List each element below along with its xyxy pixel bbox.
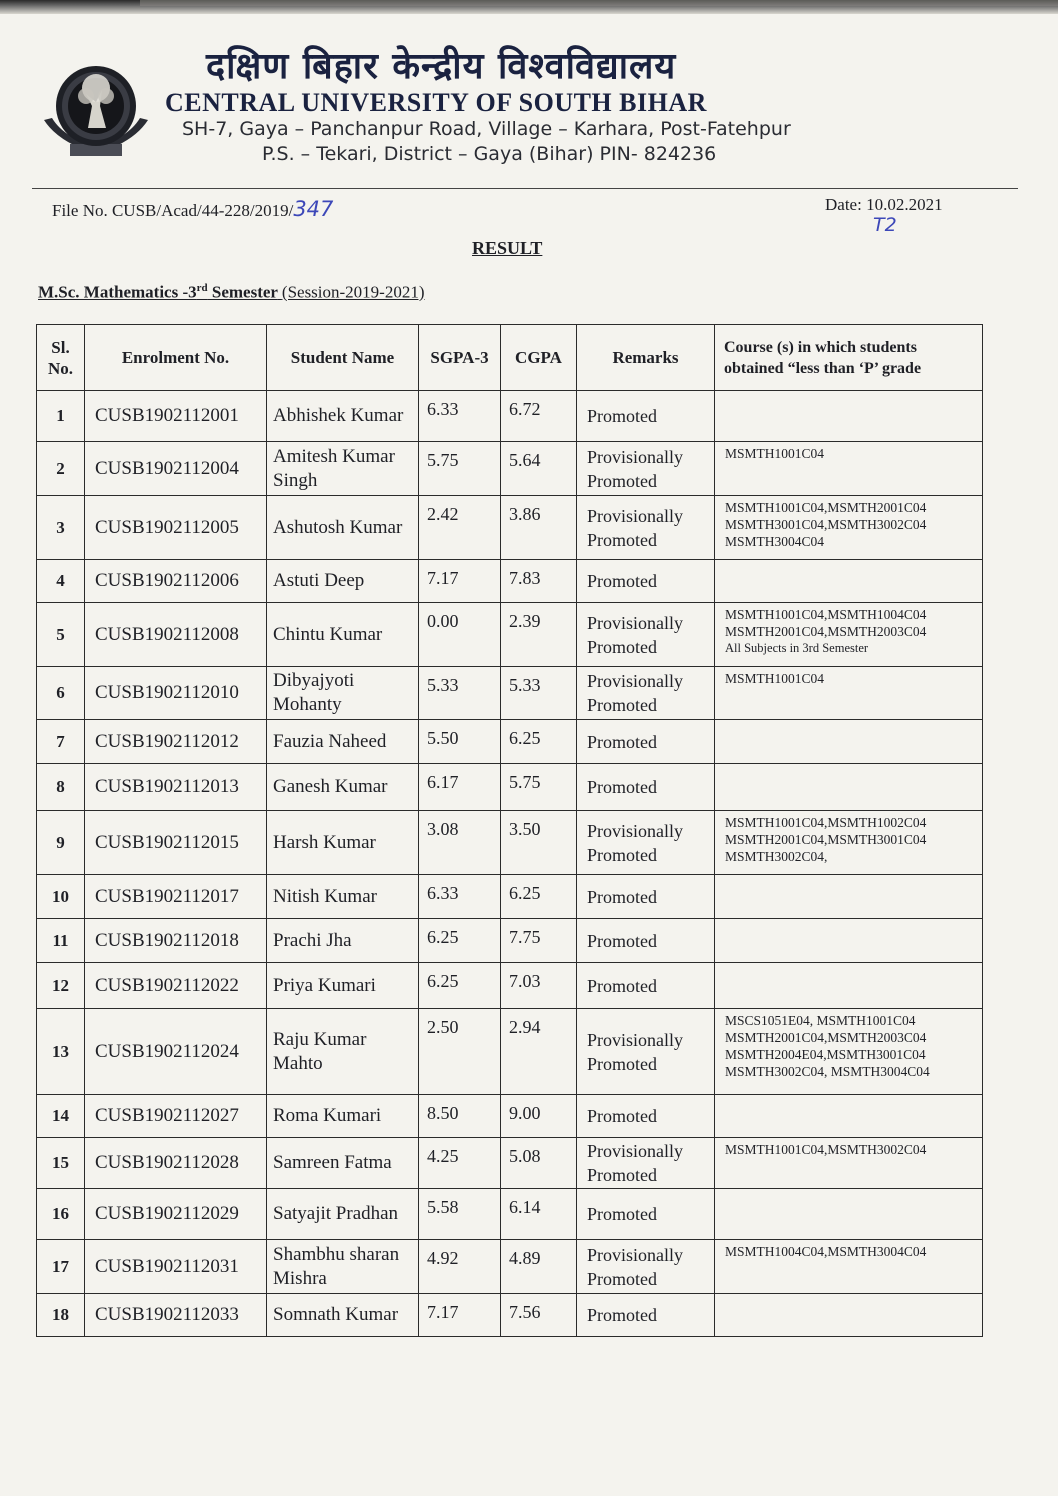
cell-courses [715,811,983,875]
cell-sgpa: 4.25 [419,1138,501,1189]
cell-remarks: Provisionally Promoted [577,811,715,875]
cell-enrolment: CUSB1902112015 [85,811,267,875]
cell-courses [715,603,983,667]
course-code-line: MSMTH3002C04, [725,849,828,864]
cell-sl-no: 6 [37,667,85,720]
cell-sgpa: 4.92 [419,1240,501,1294]
header-courses: Course (s) in which students obtained “less than ‘P’ grade [715,325,983,391]
cell-courses [715,667,983,720]
cell-enrolment: CUSB1902112028 [85,1138,267,1189]
cell-sgpa: 6.33 [419,875,501,919]
course-code-line: MSMTH1001C04,MSMTH3002C04 [725,1142,927,1157]
cell-sl-no: 17 [37,1240,85,1294]
cell-cgpa: 2.94 [501,1009,577,1095]
file-number [52,197,333,221]
cell-student-name: Satyajit Pradhan [267,1189,419,1240]
cell-remarks: Promoted [577,560,715,603]
table-row [37,1294,983,1337]
cell-sgpa: 5.50 [419,720,501,764]
address-line-1: SH-7, Gaya – Panchanpur Road, Village – Karhara, Post-Fatehpur [182,118,791,140]
cell-sl-no: 13 [37,1009,85,1095]
cell-enrolment: CUSB1902112027 [85,1095,267,1138]
cell-courses [715,764,983,811]
cell-sl-no: 9 [37,811,85,875]
cell-courses [715,720,983,764]
course-code-line: MSMTH1001C04 [725,446,825,461]
table-header-row [37,325,983,391]
cell-sl-no: 4 [37,560,85,603]
cell-courses [715,1009,983,1095]
programme-semester: Semester [207,282,278,302]
table-row [37,764,983,811]
cell-sl-no: 14 [37,1095,85,1138]
cell-enrolment: CUSB1902112012 [85,720,267,764]
cell-sgpa: 0.00 [419,603,501,667]
cell-enrolment: CUSB1902112008 [85,603,267,667]
cell-sgpa: 3.08 [419,811,501,875]
cell-sl-no: 10 [37,875,85,919]
cell-remarks: Provisionally Promoted [577,496,715,560]
table-row [37,667,983,720]
course-code-line: MSMTH1001C04,MSMTH1004C04 [725,607,927,622]
cell-sgpa: 7.17 [419,560,501,603]
cell-cgpa: 7.83 [501,560,577,603]
cell-remarks: Provisionally Promoted [577,603,715,667]
cell-cgpa: 2.39 [501,603,577,667]
file-number-handwritten: 347 [293,197,334,221]
cell-enrolment: CUSB1902112017 [85,875,267,919]
cell-sl-no: 11 [37,919,85,963]
cell-enrolment: CUSB1902112001 [85,391,267,442]
cell-student-name: Abhishek Kumar [267,391,419,442]
university-english-name: CENTRAL UNIVERSITY OF SOUTH BIHAR [165,88,707,117]
cell-sgpa: 7.17 [419,1294,501,1337]
table-row [37,963,983,1009]
cell-sl-no: 8 [37,764,85,811]
cell-student-name: Harsh Kumar [267,811,419,875]
cell-remarks: Promoted [577,391,715,442]
cell-sl-no: 15 [37,1138,85,1189]
cell-cgpa: 6.25 [501,875,577,919]
course-code-line: MSMTH3004C04 [725,534,825,549]
cell-enrolment: CUSB1902112031 [85,1240,267,1294]
cell-remarks: Provisionally Promoted [577,1009,715,1095]
handwritten-initials: T2 [873,214,897,236]
cell-enrolment: CUSB1902112013 [85,764,267,811]
cell-student-name: Samreen Fatma [267,1138,419,1189]
cell-sl-no: 1 [37,391,85,442]
cell-sl-no: 18 [37,1294,85,1337]
cell-enrolment: CUSB1902112029 [85,1189,267,1240]
cell-remarks: Promoted [577,919,715,963]
table-row [37,919,983,963]
header-student-name: Student Name [267,325,419,391]
cell-cgpa: 4.89 [501,1240,577,1294]
cell-remarks: Promoted [577,720,715,764]
header-sl-no: Sl. No. [37,325,85,391]
cell-sgpa: 6.33 [419,391,501,442]
table-row [37,442,983,496]
cell-remarks: Promoted [577,963,715,1009]
table-row [37,1009,983,1095]
university-hindi-name: दक्षिण बिहार केन्द्रीय विश्वविद्यालय [206,46,677,87]
cell-enrolment: CUSB1902112006 [85,560,267,603]
cell-student-name: Raju Kumar Mahto [267,1009,419,1095]
course-code-line: MSMTH2001C04,MSMTH2003C04 [725,1030,927,1045]
table-row [37,1189,983,1240]
cell-sgpa: 5.75 [419,442,501,496]
header-enrolment: Enrolment No. [85,325,267,391]
cell-student-name: Nitish Kumar [267,875,419,919]
cell-remarks: Promoted [577,1095,715,1138]
programme-ordinal: rd [196,282,208,294]
cell-cgpa: 7.75 [501,919,577,963]
cell-courses [715,1240,983,1294]
cell-student-name: Somnath Kumar [267,1294,419,1337]
cell-enrolment: CUSB1902112022 [85,963,267,1009]
scan-top-edge-shade [140,0,1058,6]
cell-sl-no: 12 [37,963,85,1009]
cell-courses [715,963,983,1009]
cell-sgpa: 6.25 [419,919,501,963]
cell-sl-no: 5 [37,603,85,667]
cell-cgpa: 5.08 [501,1138,577,1189]
cell-student-name: Chintu Kumar [267,603,419,667]
cell-student-name: Dibyajyoti Mohanty [267,667,419,720]
cell-sgpa: 2.42 [419,496,501,560]
cell-student-name: Amitesh Kumar Singh [267,442,419,496]
table-row [37,496,983,560]
cell-remarks: Provisionally Promoted [577,667,715,720]
cell-cgpa: 6.14 [501,1189,577,1240]
cell-courses [715,442,983,496]
cell-remarks: Promoted [577,764,715,811]
table-row [37,1095,983,1138]
cell-student-name: Roma Kumari [267,1095,419,1138]
table-row [37,1240,983,1294]
cell-remarks: Provisionally Promoted [577,1138,715,1189]
cell-enrolment: CUSB1902112033 [85,1294,267,1337]
cell-sl-no: 7 [37,720,85,764]
cell-student-name: Prachi Jha [267,919,419,963]
programme-session: (Session-2019-2021) [281,282,425,302]
cell-sgpa: 2.50 [419,1009,501,1095]
cell-student-name: Ganesh Kumar [267,764,419,811]
table-row [37,560,983,603]
cell-cgpa: 3.86 [501,496,577,560]
cell-sl-no: 3 [37,496,85,560]
course-code-line: MSMTH3001C04,MSMTH3002C04 [725,517,927,532]
cell-cgpa: 5.75 [501,764,577,811]
table-row [37,603,983,667]
cell-cgpa: 5.33 [501,667,577,720]
course-code-line: MSCS1051E04, MSMTH1001C04 [725,1013,916,1028]
cell-courses [715,391,983,442]
table-row [37,720,983,764]
cell-remarks: Provisionally Promoted [577,442,715,496]
cell-cgpa: 3.50 [501,811,577,875]
cell-cgpa: 5.64 [501,442,577,496]
header-divider [32,188,1018,189]
course-code-line: MSMTH1001C04,MSMTH1002C04 [725,815,927,830]
course-note: All Subjects in 3rd Semester [725,641,869,655]
header-cgpa: CGPA [501,325,577,391]
cell-student-name: Shambhu sharan Mishra [267,1240,419,1294]
cell-sgpa: 5.58 [419,1189,501,1240]
table-row [37,875,983,919]
cell-enrolment: CUSB1902112004 [85,442,267,496]
university-logo-icon [40,58,152,162]
file-number-text: File No. CUSB/Acad/44-228/2019/ [52,201,294,220]
cell-sl-no: 16 [37,1189,85,1240]
cell-student-name: Ashutosh Kumar [267,496,419,560]
cell-cgpa: 9.00 [501,1095,577,1138]
course-code-line: MSMTH1004C04,MSMTH3004C04 [725,1244,927,1259]
address-line-2: P.S. – Tekari, District – Gaya (Bihar) PIN- 824236 [262,143,717,165]
course-code-line: MSMTH2001C04,MSMTH3001C04 [725,832,927,847]
cell-courses [715,560,983,603]
cell-courses [715,1095,983,1138]
cell-enrolment: CUSB1902112018 [85,919,267,963]
cell-remarks: Promoted [577,1189,715,1240]
cell-cgpa: 7.03 [501,963,577,1009]
table-row [37,391,983,442]
table-row [37,811,983,875]
cell-cgpa: 6.25 [501,720,577,764]
cell-sl-no: 2 [37,442,85,496]
cell-remarks: Promoted [577,1294,715,1337]
course-code-line: MSMTH1001C04,MSMTH2001C04 [725,500,927,515]
cell-courses [715,1138,983,1189]
cell-sgpa: 8.50 [419,1095,501,1138]
cell-courses [715,875,983,919]
cell-sgpa: 5.33 [419,667,501,720]
cell-courses [715,496,983,560]
course-code-line: MSMTH3002C04, MSMTH3004C04 [725,1064,930,1079]
cell-enrolment: CUSB1902112010 [85,667,267,720]
issue-date: Date: 10.02.2021 [825,195,943,214]
header-sgpa: SGPA-3 [419,325,501,391]
cell-enrolment: CUSB1902112024 [85,1009,267,1095]
cell-sgpa: 6.17 [419,764,501,811]
course-code-line: MSMTH1001C04 [725,671,825,686]
cell-student-name: Astuti Deep [267,560,419,603]
cell-student-name: Priya Kumari [267,963,419,1009]
programme-name: M.Sc. Mathematics -3 [38,282,197,302]
page-title: RESULT [472,238,543,258]
cell-student-name: Fauzia Naheed [267,720,419,764]
result-table [36,324,983,1337]
header-remarks: Remarks [577,325,715,391]
result-table-body [37,391,983,1337]
cell-remarks: Promoted [577,875,715,919]
cell-courses [715,1294,983,1337]
table-row [37,1138,983,1189]
course-code-line: MSMTH2001C04,MSMTH2003C04 [725,624,927,639]
cell-courses [715,1189,983,1240]
programme-heading [38,282,425,303]
course-code-line: MSMTH2004E04,MSMTH3001C04 [725,1047,926,1062]
cell-sgpa: 6.25 [419,963,501,1009]
cell-courses [715,919,983,963]
cell-remarks: Provisionally Promoted [577,1240,715,1294]
cell-cgpa: 6.72 [501,391,577,442]
cell-cgpa: 7.56 [501,1294,577,1337]
cell-enrolment: CUSB1902112005 [85,496,267,560]
